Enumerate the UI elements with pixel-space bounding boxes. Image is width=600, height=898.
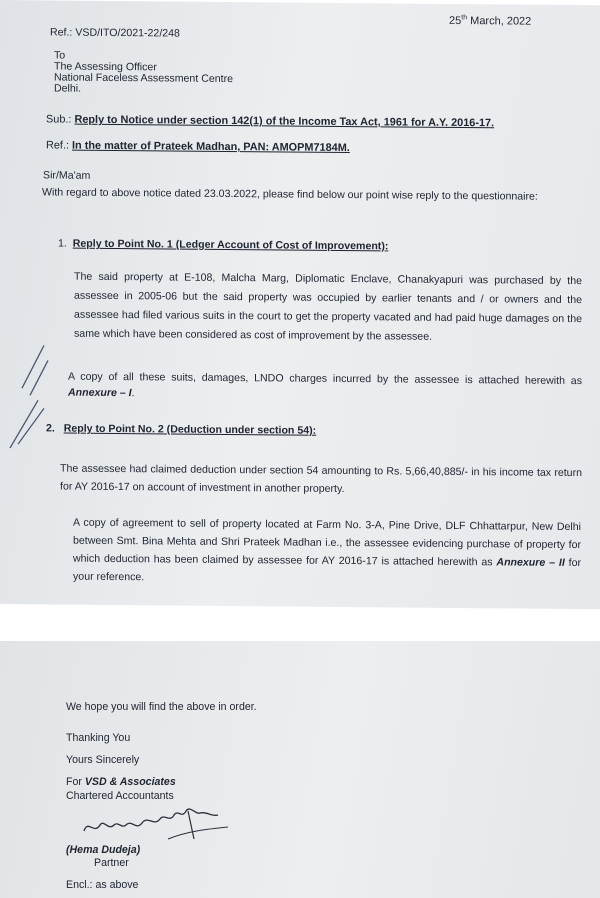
annexure-2-label: Annexure – II bbox=[496, 556, 565, 569]
point-1-paragraph-1: The said property at E-108, Malcha Marg, Diplomatic Enclave, Chanakyapuri was purchased by the assessee in 2005-06 but the said property was occupied by earlier tenants and / or owners and the assessee had filed various suits in the court to get the property vacated and had paid huge damages on the same which have been considered as cost of improvement by the assessee. bbox=[74, 270, 582, 343]
salutation: Sir/Ma'am bbox=[43, 169, 91, 182]
point-1-paragraph-2: A copy of all these suits, damages, LNDO charges incurred by the assessee is attached herewith as Annexure – I. bbox=[68, 370, 582, 400]
pen-margin-marks bbox=[4, 340, 64, 456]
reference-line bbox=[46, 137, 350, 157]
recipient-line-2: National Faceless Assessment Centre bbox=[54, 71, 233, 86]
enclosure-line: Encl.: as above bbox=[66, 879, 139, 891]
reference-number: Ref.: VSD/ITO/2021-22/248 bbox=[50, 26, 180, 40]
point-2-number: 2. bbox=[46, 422, 55, 435]
reference-label: Ref.: bbox=[46, 139, 69, 152]
firm-subtitle: Chartered Accountants bbox=[66, 790, 174, 802]
point-2-paragraph-1: The assessee had claimed deduction under section 54 amounting to Rs. 5,66,40,885/- in his income tax return for AY 2016-17 on account of investment in another property. bbox=[60, 462, 582, 496]
point-2-heading-text: Reply to Point No. 2 (Deduction under section 54): bbox=[63, 422, 317, 437]
closing-line: We hope you will find the above in order. bbox=[66, 701, 257, 713]
point-2-paragraph-2: A copy of agreement to sell of property located at Farm No. 3-A, Pine Drive, DLF Chhattarpur, New Delhi between Smt. Bina Mehta and Shri Prateek Madhan i.e., the assessee evidencing purchase of property for which deduction has been claimed by assessee for AY 2016-17 is attached herewith as Annexure – II for your reference. bbox=[73, 516, 581, 584]
point-1-number: 1. bbox=[58, 237, 67, 250]
point-2-heading bbox=[46, 420, 316, 439]
recipient-line-1: The Assessing Officer bbox=[54, 60, 157, 74]
to-label: To bbox=[54, 49, 66, 62]
thanking-line: Thanking You bbox=[66, 732, 131, 744]
signer-name: (Hema Dudeja) bbox=[66, 844, 141, 856]
point-1-heading-text: Reply to Point No. 1 (Ledger Account of Cost of Improvement): bbox=[72, 237, 389, 253]
recipient-line-3: Delhi. bbox=[54, 82, 82, 95]
signer-title: Partner bbox=[94, 857, 129, 869]
letter-date: 25th March, 2022 bbox=[449, 14, 532, 28]
recipient-block bbox=[54, 50, 233, 96]
point-1-heading bbox=[58, 236, 388, 256]
subject-label: Sub.: bbox=[46, 113, 72, 126]
reference-text: In the matter of Prateek Madhan, PAN: AMOPM7184M. bbox=[72, 139, 350, 155]
subject-text: Reply to Notice under section 142(1) of the Income Tax Act, 1961 for A.Y. 2016-17. bbox=[74, 113, 495, 130]
annexure-1-label: Annexure – I bbox=[68, 386, 132, 400]
firm-block: For VSD & Associates Chartered Accountants bbox=[66, 776, 176, 802]
yours-sincerely: Yours Sincerely bbox=[66, 754, 140, 766]
letter-page-2 bbox=[0, 641, 600, 898]
firm-name: VSD & Associates bbox=[84, 776, 176, 788]
subject-line bbox=[46, 111, 494, 132]
intro-paragraph: With regard to above notice dated 23.03.2022, please find below our point wise reply to the questionnaire: bbox=[42, 186, 538, 203]
